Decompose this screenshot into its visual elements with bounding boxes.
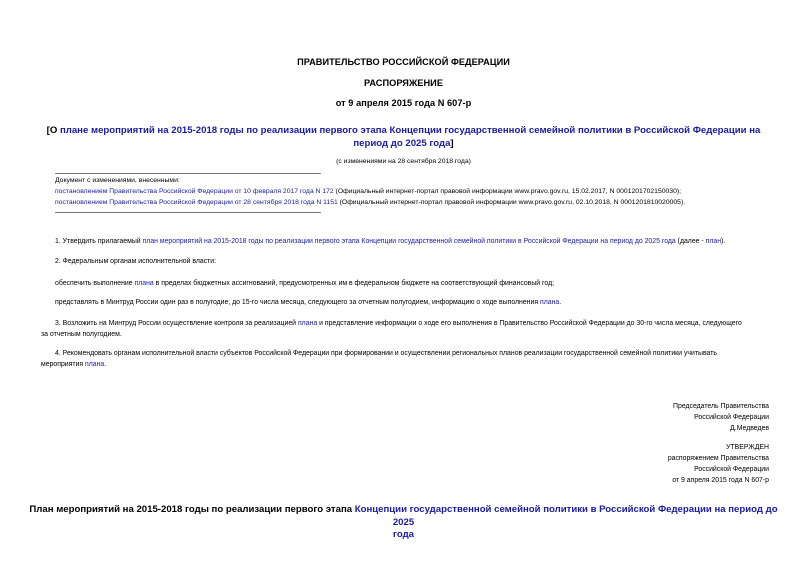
title-open-bracket: [О <box>46 125 60 136</box>
paragraph-text: 4. Рекомендовать органам исполнительной власти субъектов Российской Федерации при формировании и осуществлении региональных планов реализации государственной семейной политики учитывать <box>55 350 717 357</box>
paragraph-text: (далее - <box>675 238 706 245</box>
paragraph-2: 2. Федеральным органам исполнительной власти: <box>55 258 217 265</box>
approved-date: от 9 апреля 2015 года N 607-р <box>672 477 769 484</box>
paragraph-5 <box>41 318 775 340</box>
plan-link[interactable]: плана <box>134 280 154 287</box>
amendments-intro: Документ с изменениями, внесенными: <box>55 177 180 184</box>
plan-title-text: План мероприятий на 2015-2018 годы по реализации первого этапа <box>29 504 355 515</box>
amendment-link-2[interactable]: постановлением Правительства Российской Федерации от 28 сентября 2018 года N 1151 <box>55 199 338 206</box>
paragraph-text: представлять в Минтруд России один раз в полугодие, до 15-го числа месяца, следующего за отчетным полугодием, информацию о ходе выполнения <box>55 299 540 306</box>
paragraph-text: 1. Утвердить прилагаемый <box>55 238 143 245</box>
amendments-block <box>55 175 775 208</box>
concept-link-continued[interactable]: года <box>392 529 415 540</box>
document-title <box>40 125 767 150</box>
plan-short-link[interactable]: план <box>705 238 722 245</box>
approved-block <box>500 442 769 486</box>
paragraph-text: за отчетным полугодием. <box>41 331 122 338</box>
amendment-source-1: (Официальный интернет-портал правовой информации www.pravo.gov.ru, 15.02.2017, N 0001201702150030); <box>333 188 681 195</box>
plan-link[interactable]: плана <box>297 320 318 327</box>
paragraph-text: и представление информации о ходе его выполнения в Правительство Российской Федерации до 30-го числа месяца, следующего <box>317 320 742 327</box>
government-heading: ПРАВИТЕЛЬСТВО РОССИЙСКОЙ ФЕДЕРАЦИИ <box>297 57 510 67</box>
amendment-item <box>55 197 775 208</box>
signature-name: Д.Медведев <box>730 425 769 432</box>
plan-link[interactable]: плана <box>539 299 560 306</box>
paragraph-6 <box>41 348 775 370</box>
approved-line: распоряжением Правительства <box>667 455 769 462</box>
paragraph-1 <box>55 236 775 247</box>
amendment-source-2: (Официальный интернет-портал правовой информации www.pravo.gov.ru, 02.10.2018, N 0001201810020005). <box>337 199 686 206</box>
signature-block <box>500 401 769 434</box>
signature-position-line2: Российской Федерации <box>694 414 769 421</box>
plan-title <box>20 504 787 542</box>
amendment-item <box>55 186 775 197</box>
approved-line: Российской Федерации <box>694 466 769 473</box>
doc-type-heading: РАСПОРЯЖЕНИЕ <box>363 78 443 88</box>
paragraph-text: мероприятия <box>41 361 86 368</box>
paragraph-3 <box>55 278 775 289</box>
doc-date-number: от 9 апреля 2015 года N 607-р <box>335 98 472 108</box>
paragraph-text: . <box>559 299 562 306</box>
paragraph-text: обеспечить выполнение <box>55 280 135 287</box>
title-close-bracket: ] <box>450 137 454 149</box>
concept-link[interactable]: Концепции государственной семейной политики в Российской Федерации на период до 2025 <box>354 504 778 528</box>
changes-note: (с изменениями на 28 сентября 2018 года) <box>336 158 471 165</box>
paragraph-text: . <box>104 361 107 368</box>
paragraph-text: в пределах бюджетных ассигнований, предусмотренных им в федеральном бюджете на соответствующий финансовый год; <box>153 280 555 287</box>
paragraph-text: 3. Возложить на Минтруд России осуществление контроля за реализацией <box>55 320 298 327</box>
approved-label: УТВЕРЖДЕН <box>726 444 769 451</box>
plan-link[interactable]: план мероприятий на 2015-2018 годы по реализации первого этапа Концепции государственной семейной политики в Российской Федерации на период до 2025 года <box>142 238 676 245</box>
amendments-top-divider <box>55 173 321 174</box>
paragraph-4 <box>55 297 775 308</box>
title-link[interactable]: плане мероприятий на 2015-2018 годы по реализации первого этапа Концепции государственной семейной политики в Российской Федерации на период до 2025 года <box>59 125 761 149</box>
paragraph-text: ). <box>721 238 726 245</box>
plan-link[interactable]: плана <box>85 361 105 368</box>
amendment-link-1[interactable]: постановлением Правительства Российской Федерации от 10 февраля 2017 года N 172 <box>55 188 334 195</box>
amendments-bottom-divider <box>55 212 321 213</box>
signature-position: Председатель Правительства <box>673 403 769 410</box>
